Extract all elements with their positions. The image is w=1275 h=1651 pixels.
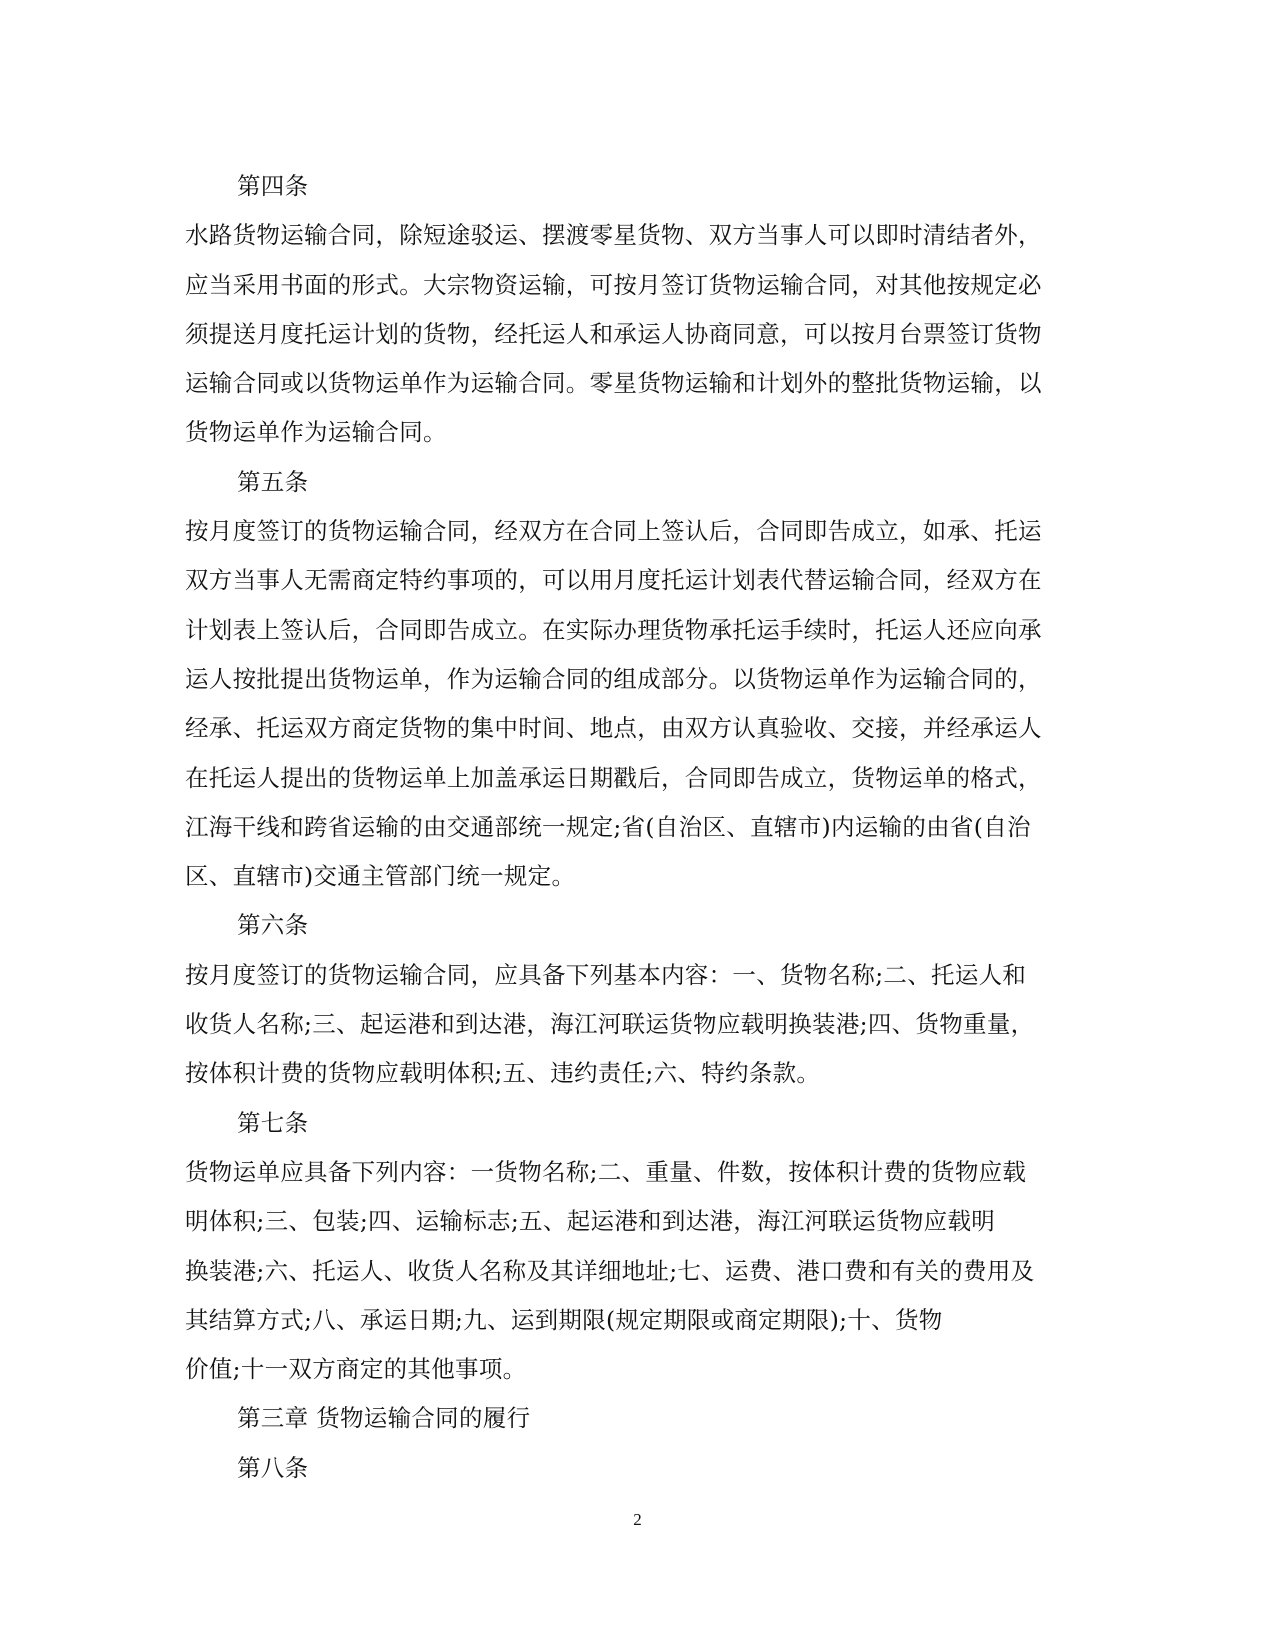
text-line: 收货人名称;三、起运港和到达港，海江河联运货物应载明换装港;四、货物重量， (185, 1010, 1035, 1039)
chapter-heading: 第三章 货物运输合同的履行 (237, 1404, 531, 1433)
article-heading: 第七条 (237, 1108, 309, 1137)
text-line: 其结算方式;八、承运日期;九、运到期限(规定期限或商定期限);十、货物 (185, 1305, 943, 1334)
text-line: 计划表上签认后，合同即告成立。在实际办理货物承托运手续时，托运人还应向承 (185, 615, 1042, 644)
text-line: 价值;十一双方商定的其他事项。 (185, 1355, 527, 1384)
article-heading: 第八条 (237, 1453, 309, 1482)
text-line: 在托运人提出的货物运单上加盖承运日期戳后，合同即告成立，货物运单的格式， (185, 763, 1042, 792)
article-heading: 第六条 (237, 911, 309, 940)
text-line: 运人按批提出货物运单，作为运输合同的组成部分。以货物运单作为运输合同的， (185, 664, 1042, 693)
text-line: 按月度签订的货物运输合同，应具备下列基本内容：一、货物名称;二、托运人和 (185, 960, 1027, 989)
text-line: 须提送月度托运计划的货物，经托运人和承运人协商同意，可以按月台票签订货物 (185, 319, 1042, 348)
document-body (185, 162, 1095, 1493)
text-line: 江海干线和跨省运输的由交通部统一规定;省(自治区、直辖市)内运输的由省(自治 (185, 812, 1031, 841)
text-line: 换装港;六、托运人、收货人名称及其详细地址;七、运费、港口费和有关的费用及 (185, 1256, 1035, 1285)
article-heading: 第四条 (237, 172, 309, 200)
text-line: 运输合同或以货物运单作为运输合同。零星货物运输和计划外的整批货物运输，以 (185, 369, 1042, 398)
text-line: 应当采用书面的形式。大宗物资运输，可按月签订货物运输合同，对其他按规定必 (185, 270, 1042, 299)
text-line: 按体积计费的货物应载明体积;五、违约责任;六、特约条款。 (185, 1059, 821, 1088)
text-line: 经承、托运双方商定货物的集中时间、地点，由双方认真验收、交接，并经承运人 (185, 714, 1042, 743)
text-line: 货物运单作为运输合同。 (185, 418, 447, 447)
text-line: 货物运单应具备下列内容：一货物名称;二、重量、件数，按体积计费的货物应载 (185, 1157, 1027, 1186)
text-line: 区、直辖市)交通主管部门统一规定。 (185, 862, 576, 891)
article-heading: 第五条 (237, 467, 309, 496)
text-line: 明体积;三、包装;四、运输标志;五、起运港和到达港，海江河联运货物应载明 (185, 1207, 996, 1236)
text-line: 按月度签订的货物运输合同，经双方在合同上签认后，合同即告成立，如承、托运 (185, 517, 1042, 546)
page-number: 2 (633, 1510, 642, 1529)
text-line: 水路货物运输合同，除短途驳运、摆渡零星货物、双方当事人可以即时清结者外， (185, 221, 1042, 250)
text-line: 双方当事人无需商定特约事项的，可以用月度托运计划表代替运输合同，经双方在 (185, 566, 1042, 595)
